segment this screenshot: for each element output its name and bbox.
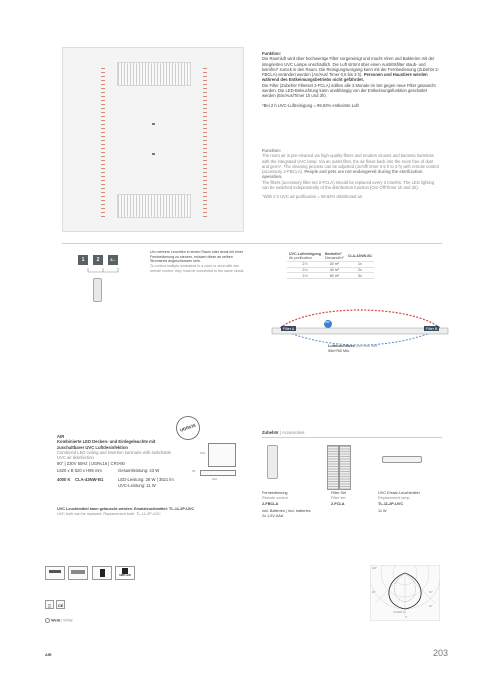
function-en-bold: People and pets are not endangered during the sterilization operation. bbox=[262, 169, 423, 180]
function-en-heading: Function: bbox=[262, 148, 282, 153]
cap-cell: 2 h bbox=[287, 261, 323, 267]
color-label: Weiß bbox=[51, 618, 61, 623]
color-label-en: | White bbox=[61, 618, 73, 623]
remote-control-icon bbox=[93, 278, 102, 302]
accessory-lamp-code: TL-11-2P-UVC bbox=[378, 501, 404, 506]
accessories-title: Zubehör bbox=[262, 430, 279, 435]
table-row bbox=[287, 273, 374, 279]
cap-col1-en: Air purification bbox=[289, 256, 312, 261]
product-desc-de: Kombinierte LED Decken- und Einlegeleuchte mit zuschaltbarer UVC Luftdesinfektion bbox=[57, 439, 156, 450]
led-strip-right bbox=[203, 68, 207, 218]
cap-col2-en: Demand/m² bbox=[324, 256, 344, 261]
footer-label: AIR bbox=[45, 653, 52, 657]
product-image bbox=[62, 47, 244, 232]
function-de-footnote: *Bei 2 h UVC-Luftreinigung = 99,92% entkeimte Luft bbox=[262, 102, 359, 108]
sensor-bottom bbox=[152, 153, 155, 155]
function-en-footnote: *With 2 h UVC air purification = 99.92% disinfected air bbox=[262, 194, 363, 200]
filter-set-image-2 bbox=[339, 445, 351, 490]
ugr-badge: UGR≤16 bbox=[173, 413, 204, 444]
accessory-remote-note1: inkl. Batterien | incl. batteries bbox=[262, 508, 311, 513]
product-spec: 90° | 230V 50Hz | UGR≤16 | CRI>80 bbox=[57, 461, 125, 467]
function-en-block bbox=[262, 148, 440, 200]
smd-led-label: SMD LED bbox=[119, 574, 131, 577]
cap-cell: 1x bbox=[346, 261, 374, 267]
filter-set-image-1 bbox=[327, 445, 339, 490]
top-air-grille bbox=[117, 62, 191, 86]
function-en-text2: The filters (accessory filter set 2-FCLA) should be replaced every 3 months. The LED lighting can be switched independently of the disinfection function (On/ Off/Timer 1h and 3h). bbox=[262, 179, 435, 191]
function-en-text: The room air is pre-cleaned via high-quality filters and renders viruses and bacteria harmless with the integrated UVC lamp. Via an outlet filter, the air flows back into the room free of dust and germ*. The cleaning process can be adjusted (on/off/ timer 0.5 h to 3 h) with remote control (accessory 2-FBCLA). bbox=[262, 153, 439, 175]
accessory-remote-note2: 2x 1,5V AAA bbox=[262, 514, 284, 519]
page-number: 203 bbox=[433, 648, 449, 658]
airflow-label: Luftdurchfluss bbox=[328, 344, 355, 348]
remote-icon bbox=[92, 566, 112, 580]
polar-angle: 180° bbox=[372, 567, 377, 570]
remote-control-image bbox=[267, 445, 278, 479]
accessory-remote bbox=[262, 491, 324, 519]
switch-text-en: To control multiple luminaires in a room or area with one remote control, they must be connected to the same circuit. bbox=[150, 264, 245, 273]
uvc-note-en: UVC bulb can be replaced. Replacement bulb: TL-11-2P-UVC bbox=[57, 512, 161, 517]
product-size: L620 x B 620 x H95 mm bbox=[57, 468, 102, 473]
uvc-note bbox=[57, 507, 247, 518]
accessory-lamp-note1: 11 W bbox=[378, 508, 387, 513]
product-info bbox=[57, 434, 172, 467]
dim-a: 620 bbox=[200, 451, 206, 455]
luminaire-box-3: 3... bbox=[108, 255, 118, 265]
function-de-text2: Die Filter (Zubehör Filterset 2-FCLA) sollten alle 3 Monate im Set gegen neue Filter getauscht werden. Die LED-Beleuchtung kann unabhängig von der Entkeimungsfunktion geschaltet werden (Ein/Aus/Timer 1h und 3h). bbox=[262, 82, 436, 99]
cap-cell: 20 m² bbox=[323, 261, 346, 267]
function-de-block bbox=[262, 51, 440, 108]
product-desc-en: Combined LED ceiling and insertion luminaire with switchable UVC air disinfection bbox=[57, 449, 172, 461]
polar-angle: 30° bbox=[429, 605, 433, 608]
accessory-remote-de: Fernbedienung bbox=[262, 491, 288, 495]
luminaire-box-1: 1 bbox=[78, 255, 88, 265]
cap-cell: 60 m² bbox=[323, 273, 346, 279]
ce-mark-icon: CE bbox=[56, 600, 65, 609]
polar-angle: 0° bbox=[405, 616, 408, 619]
airflow-label-en: | Air flow rate bbox=[355, 344, 378, 348]
product-name: AIR bbox=[57, 434, 65, 439]
accessory-lamp-de: UVC Ersatz-Leuchtmittel bbox=[378, 491, 420, 495]
product-cct: 4000 K bbox=[57, 477, 71, 482]
dimension-drawing-side bbox=[200, 470, 236, 476]
function-de-heading: Funktion: bbox=[262, 51, 282, 56]
cap-cell: 40 m² bbox=[323, 267, 346, 273]
switch-text-de: Um mehrere Leuchten in einem Raum oder Areal mit einer Fernbedienung zu steuern, müssen diese an selben Stromkreis angeschlossen sein. bbox=[150, 250, 244, 264]
dim-c: 620 bbox=[212, 477, 218, 481]
cap-col1-de: UVC-Luftreinigung bbox=[289, 252, 321, 257]
connection-lines bbox=[85, 268, 125, 276]
safety-class-icon: ◫ bbox=[45, 600, 54, 609]
smd-led-icon bbox=[115, 566, 135, 580]
color-info bbox=[45, 618, 73, 624]
color-swatch-white bbox=[45, 618, 50, 623]
cap-cell: 3x bbox=[346, 273, 374, 279]
uvc-label: UVC bbox=[324, 321, 330, 324]
accessory-remote-code: 2-FBCLA bbox=[262, 501, 279, 506]
accessory-filter-en: Filter set bbox=[331, 496, 346, 501]
airflow-diagram bbox=[270, 290, 450, 350]
luminaire-box-2: 2 bbox=[93, 255, 103, 265]
cap-cell: 2x bbox=[346, 267, 374, 273]
accessory-lamp-en: Replacement lamp bbox=[378, 496, 410, 501]
function-de-text: Die Raumluft wird über hochwertige Filter vorgereinigt und macht Viren und Bakterien mit der integrierten UVC Lampe unschädlich. Die Luft strömt über einen Austrittsfilter staub- und keimfrei* zurück in den Raum. Die Reinigungsvorgang kann mit der Fernbedienung (Zubehör 2-FBCLA) verändert werden (An/Aus/ Timer 0,5 bis 3 h). bbox=[262, 56, 440, 78]
cap-cell: 2 h bbox=[287, 273, 323, 279]
cap-col2-de: Bedarf/m² bbox=[324, 252, 342, 257]
accessory-filter bbox=[331, 491, 376, 507]
polar-angle: 60° bbox=[429, 591, 433, 594]
dim-b: 95 bbox=[192, 469, 196, 473]
capacity-table bbox=[287, 252, 374, 279]
airflow-caption bbox=[328, 344, 378, 355]
accessory-filter-code: 2-FCLA bbox=[331, 501, 345, 506]
ceiling-mount-icon bbox=[45, 566, 65, 580]
function-de-bold: Personen und Haustiere werden während des Entkeimungsbetriebs nicht gefährdet. bbox=[262, 72, 428, 83]
filter-a-label: Filter A bbox=[283, 326, 295, 331]
cap-cell: 2 h bbox=[287, 267, 323, 273]
divider bbox=[62, 243, 442, 244]
led-strip-left bbox=[101, 68, 105, 218]
bottom-air-grille bbox=[117, 194, 191, 218]
product-power-total: Gesamtleistung: 43 W bbox=[118, 468, 160, 473]
sensor-top bbox=[152, 123, 155, 125]
cap-col3: CLA-43NW-B1 bbox=[346, 252, 374, 261]
polar-unit: cd/1000 lm bbox=[393, 611, 406, 614]
uvc-lamp-image bbox=[382, 456, 422, 463]
dimension-drawing-top bbox=[208, 443, 236, 467]
product-uvc-power: UVC-Leistung: 11 W bbox=[118, 483, 156, 488]
accessories-title-en: | Accessories bbox=[279, 430, 305, 435]
airflow-value: 55m³/60 Min. bbox=[328, 349, 351, 354]
accessory-remote-en: Remote control bbox=[262, 496, 288, 501]
uvc-note-de: UVC Leuchtmittel kann getauscht werden. Ersatzleuchtmittel: TL-11-2P-UVC bbox=[57, 507, 195, 511]
product-led-power: LED-Leistung: 28 W | 3521 lm bbox=[118, 477, 174, 482]
accessories-divider bbox=[262, 437, 442, 438]
grid-mount-icon bbox=[68, 566, 88, 580]
accessory-lamp bbox=[378, 491, 444, 514]
product-code: CLA-43NW-B1 bbox=[75, 477, 104, 482]
filter-b-label: Filter B bbox=[426, 326, 438, 331]
accessory-filter-de: Filter Set bbox=[331, 491, 347, 495]
polar-angle: 90° bbox=[372, 591, 376, 594]
accessories-heading bbox=[262, 430, 305, 435]
